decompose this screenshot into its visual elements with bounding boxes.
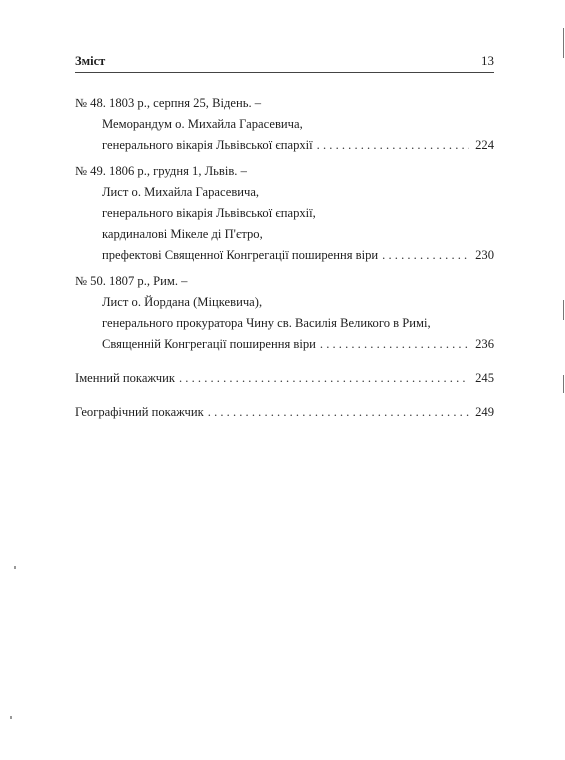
page-number: 13	[481, 53, 494, 68]
toc-entry-text: генерального вікарія Львівської єпархії	[102, 138, 313, 152]
toc-entry-50[interactable]	[75, 334, 494, 355]
toc-entry-geo-index[interactable]	[75, 402, 494, 423]
toc-page-number: 224	[475, 138, 494, 152]
toc-entry-48[interactable]	[75, 135, 494, 156]
scan-edge-mark	[563, 28, 564, 58]
toc-page-number: 245	[475, 371, 494, 385]
toc-line: Лист о. Йордана (Міцкевича),	[102, 295, 263, 309]
toc-heading-50: № 50. 1807 р., Рим. –	[75, 274, 188, 288]
toc-heading-48: № 48. 1803 р., серпня 25, Відень. –	[75, 96, 262, 110]
toc-line: Лист о. Михайла Гарасевича,	[102, 185, 260, 199]
toc-entry-name-index[interactable]	[75, 368, 494, 389]
dot-leader	[179, 368, 469, 389]
toc-entry-text: префектові Священної Конгрегації поширення віри	[102, 248, 379, 262]
toc-heading-49: № 49. 1806 р., грудня 1, Львів. –	[75, 164, 247, 178]
scan-edge-mark	[563, 300, 564, 320]
toc-page-number: 249	[475, 405, 494, 419]
toc-entry-49[interactable]	[75, 245, 494, 266]
toc-line: генерального прокуратора Чину св. Василія Великого в Римі,	[102, 316, 431, 330]
toc-page-number: 236	[475, 337, 494, 351]
running-header	[75, 50, 494, 73]
dot-leader	[382, 245, 469, 266]
toc-line: генерального вікарія Львівської єпархії,	[102, 206, 316, 220]
header-title: Зміст	[75, 54, 106, 68]
table-of-contents	[75, 93, 494, 423]
toc-page-number: 230	[475, 248, 494, 262]
dot-leader	[320, 334, 469, 355]
toc-entry-text: Географічний покажчик	[75, 405, 204, 419]
dot-leader	[317, 135, 469, 156]
dot-leader	[208, 402, 469, 423]
scan-speck	[10, 716, 12, 719]
toc-line: Меморандум о. Михайла Гарасевича,	[102, 117, 303, 131]
scan-speck	[14, 566, 16, 569]
scan-edge-mark	[563, 375, 564, 393]
toc-entry-text: Священній Конгрегації поширення віри	[102, 337, 316, 351]
toc-line: кардиналові Мікеле ді П'єтро,	[102, 227, 263, 241]
toc-entry-text: Іменний покажчик	[75, 371, 175, 385]
